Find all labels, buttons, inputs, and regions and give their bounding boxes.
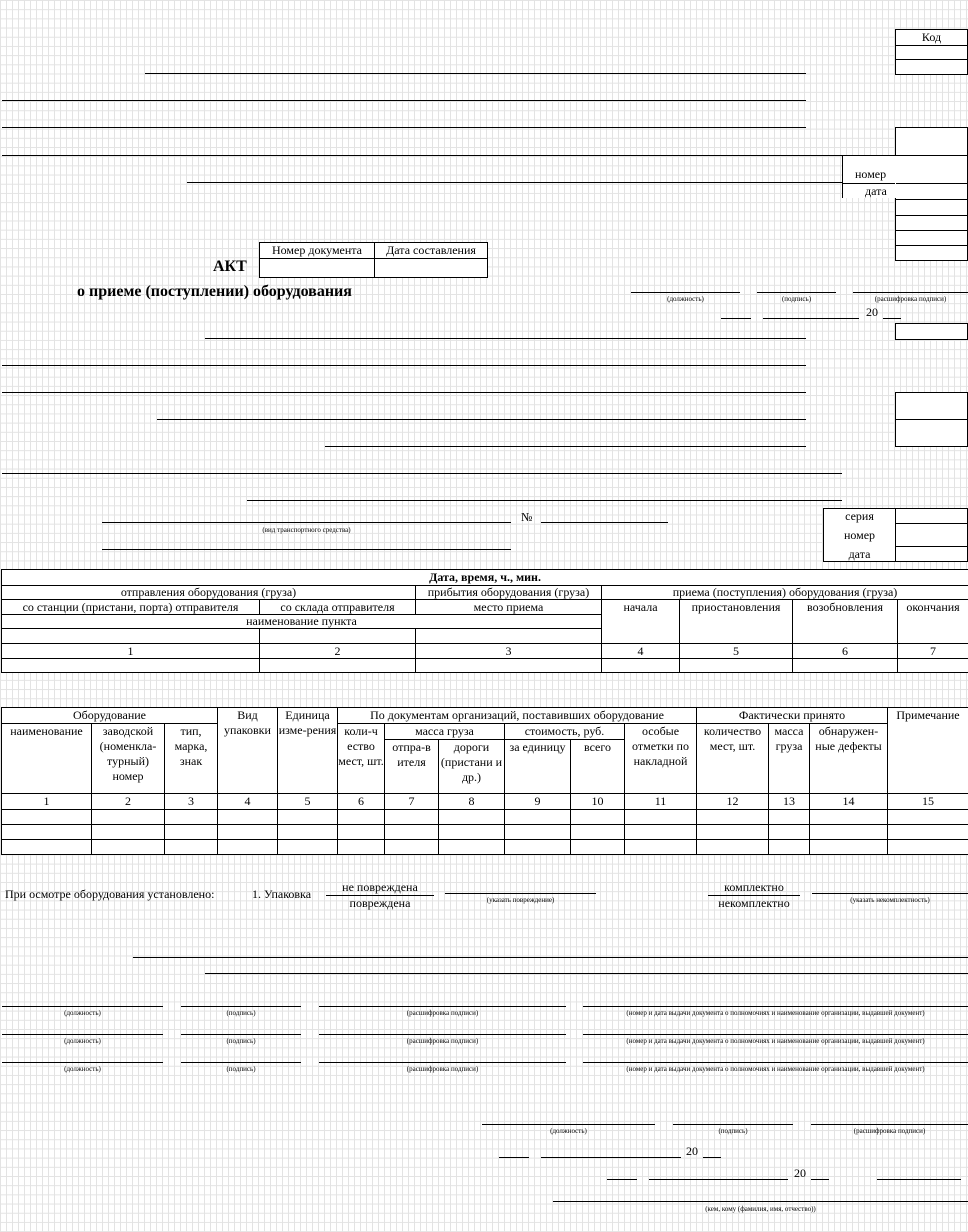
code-cell[interactable] [896, 200, 968, 216]
approve-signature-caption: (подпись) [781, 295, 812, 303]
col-num: 7 [898, 644, 968, 659]
transport-line[interactable] [102, 522, 511, 523]
table-cell[interactable] [218, 810, 278, 825]
per-unit-header: за единицу [505, 740, 571, 794]
equipment-header: Оборудование [2, 708, 218, 724]
approve-signature-line[interactable] [757, 292, 836, 293]
total-header: всего [571, 740, 625, 794]
table-cell[interactable] [338, 825, 385, 840]
table-cell[interactable] [218, 840, 278, 855]
col-num: 2 [92, 794, 165, 810]
package-header: Вид упаковки [218, 708, 278, 794]
doc-date-header: Дата составления [375, 243, 488, 259]
commission-signature-line[interactable] [181, 1062, 301, 1063]
bottom-day-line-2[interactable] [607, 1179, 637, 1180]
unit-header: Единица изме-рения [278, 708, 338, 794]
act-qty-header: количество мест, шт. [697, 724, 769, 794]
field-line[interactable] [205, 338, 806, 339]
table-cell[interactable] [810, 810, 888, 825]
commission-position-line[interactable] [2, 1062, 163, 1063]
commission-position-caption: (должность) [64, 1037, 101, 1045]
table-row [2, 840, 968, 855]
table-cell[interactable] [385, 825, 439, 840]
commission-authority-caption: (номер и дата выдачи документа о полномочиях и наименование организации, выдавшей документ) [626, 1009, 925, 1017]
inspection-item: 1. Упаковка [252, 887, 312, 901]
table-cell[interactable] [2, 840, 92, 855]
factory-no-header: заводской (номенкла-турный) номер [92, 724, 165, 794]
doc-number-table [259, 242, 488, 278]
receipt-header: приема (поступления) оборудования (груза) [602, 586, 968, 600]
col-num: 11 [625, 794, 697, 810]
commission-authority-caption: (номер и дата выдачи документа о полномочиях и наименование организации, выдавшей документ) [626, 1065, 925, 1073]
table-cell[interactable] [439, 840, 505, 855]
table-row [2, 825, 968, 840]
note-header: Примечание [888, 708, 968, 794]
dates-cell[interactable] [680, 659, 793, 673]
col-num: 6 [338, 794, 385, 810]
damage-line[interactable] [445, 893, 596, 894]
dates-cell[interactable] [898, 659, 968, 673]
table-cell[interactable] [92, 840, 165, 855]
table-cell[interactable] [505, 825, 571, 840]
org-line[interactable] [2, 127, 806, 128]
table-cell[interactable] [888, 840, 968, 855]
name-header: наименование [2, 724, 92, 794]
col-num: 10 [571, 794, 625, 810]
resume-header: возобновления [793, 600, 898, 644]
commission-decode-line[interactable] [319, 1062, 566, 1063]
act-subtitle: о приеме (поступлении) оборудования [77, 283, 352, 300]
col-num: 3 [416, 644, 602, 659]
commission-signature-line[interactable] [181, 1034, 301, 1035]
commission-decode-line[interactable] [319, 1034, 566, 1035]
number-field[interactable] [896, 524, 968, 547]
table-cell[interactable] [338, 810, 385, 825]
commission-authority-line[interactable] [583, 1006, 968, 1007]
bottom-position-caption: (должность) [550, 1127, 587, 1135]
org-date-label: дата [865, 184, 887, 198]
transport-doc-box [823, 508, 968, 562]
table-cell[interactable] [625, 840, 697, 855]
table-cell[interactable] [505, 810, 571, 825]
table-cell[interactable] [278, 810, 338, 825]
dates-table [1, 569, 968, 673]
code-column [895, 29, 968, 75]
table-cell[interactable] [505, 840, 571, 855]
table-cell[interactable] [2, 825, 92, 840]
col-num: 7 [385, 794, 439, 810]
table-cell[interactable] [165, 840, 218, 855]
col-num: 4 [218, 794, 278, 810]
end-header: окончания [898, 600, 968, 644]
point-name-header: наименование пункта [2, 615, 602, 629]
table-cell[interactable] [769, 840, 810, 855]
bottom-year-line[interactable] [703, 1157, 721, 1158]
bottom-day-line[interactable] [499, 1157, 529, 1158]
col-num: 1 [2, 794, 92, 810]
col-num: 3 [165, 794, 218, 810]
code-cell[interactable] [895, 392, 968, 420]
bottom-year-prefix: 20 [686, 1144, 698, 1158]
special-header: особые отметки по накладной [625, 724, 697, 794]
org-line[interactable] [145, 73, 806, 74]
table-cell[interactable] [810, 840, 888, 855]
bottom-position-line[interactable] [482, 1124, 655, 1125]
table-cell[interactable] [165, 825, 218, 840]
from-warehouse-header: со склада отправителя [260, 600, 416, 615]
equipment-table [1, 707, 968, 855]
dates-cell[interactable] [793, 659, 898, 673]
bottom-decode-line[interactable] [811, 1124, 968, 1125]
from-station-header: со станции (пристани, порта) отправителя [2, 600, 260, 615]
field-line[interactable] [2, 365, 806, 366]
doc-number-header: Номер документа [260, 243, 375, 259]
defects-header: обнаружен-ные дефекты [810, 724, 888, 794]
dispatch-header: отправления оборудования (груза) [2, 586, 416, 600]
commission-authority-line[interactable] [583, 1062, 968, 1063]
dates-cell[interactable] [416, 629, 602, 644]
approve-year-prefix: 20 [866, 305, 878, 319]
table-cell[interactable] [769, 825, 810, 840]
bottom-signature-caption: (подпись) [718, 1127, 748, 1135]
col-num: 13 [769, 794, 810, 810]
whom-line[interactable] [553, 1201, 968, 1202]
table-row [2, 810, 968, 825]
table-cell[interactable] [439, 825, 505, 840]
code-cell[interactable] [896, 246, 968, 261]
arrival-header: прибытия оборудования (груза) [416, 586, 602, 600]
cargo-mass-header: масса груза [385, 724, 505, 740]
table-cell[interactable] [625, 810, 697, 825]
inspection-line[interactable] [205, 973, 968, 974]
dates-cell[interactable] [416, 659, 602, 673]
bottom-decode-caption: (расшифровка подписи) [853, 1127, 926, 1135]
cost-header: стоимость, руб. [505, 724, 625, 740]
incomplete-option[interactable]: некомплектно [718, 896, 790, 910]
actual-header: Фактически принято [697, 708, 888, 724]
table-cell[interactable] [385, 810, 439, 825]
table-cell[interactable] [697, 825, 769, 840]
org-number-label: номер [855, 167, 887, 181]
table-cell[interactable] [218, 825, 278, 840]
start-header: начала [602, 600, 680, 644]
approve-decode-caption: (расшифровка подписи) [874, 295, 947, 303]
field-line[interactable] [325, 446, 806, 447]
approve-decode-line[interactable] [853, 292, 968, 293]
dates-cell[interactable] [602, 659, 680, 673]
commission-decode-caption: (расшифровка подписи) [406, 1009, 479, 1017]
approve-day-line[interactable] [721, 318, 751, 319]
org-line[interactable] [2, 100, 806, 101]
commission-decode-caption: (расшифровка подписи) [406, 1065, 479, 1073]
qty-places-header: коли-ч ество мест, шт. [338, 724, 385, 794]
code-cell[interactable] [895, 419, 968, 447]
table-cell[interactable] [92, 825, 165, 840]
code-cell[interactable] [896, 231, 968, 246]
col-num: 2 [260, 644, 416, 659]
org-line[interactable] [2, 155, 895, 156]
commission-signature-line[interactable] [181, 1006, 301, 1007]
code-cell[interactable] [895, 323, 968, 340]
table-cell[interactable] [888, 810, 968, 825]
table-cell[interactable] [92, 810, 165, 825]
whom-caption: (кем, кому (фамилия, имя, отчество)) [705, 1205, 816, 1213]
date-field[interactable] [896, 547, 968, 562]
inspection-line[interactable] [133, 957, 968, 958]
code-column-org [895, 127, 968, 261]
code-header: Код [896, 30, 968, 46]
commission-signature-caption: (подпись) [226, 1009, 256, 1017]
approve-year-line[interactable] [883, 318, 901, 319]
complete-option[interactable]: комплектно [724, 880, 784, 894]
table-cell[interactable] [2, 810, 92, 825]
commission-authority-line[interactable] [583, 1034, 968, 1035]
code-cell[interactable] [896, 184, 968, 200]
series-field[interactable] [896, 509, 968, 524]
org-line[interactable] [187, 182, 895, 183]
col-num: 9 [505, 794, 571, 810]
dates-cell[interactable] [2, 659, 260, 673]
transport-caption: (вид транспортного средства) [262, 526, 351, 534]
incomplete-caption: (указать некомплектность) [850, 896, 930, 904]
approve-position-line[interactable] [631, 292, 740, 293]
table-cell[interactable] [625, 825, 697, 840]
doc-number-field[interactable] [260, 259, 375, 278]
field-line[interactable] [2, 392, 806, 393]
code-cell[interactable] [896, 128, 968, 156]
incomplete-line[interactable] [812, 893, 968, 894]
doc-date-field[interactable] [375, 259, 488, 278]
date-label: дата [824, 547, 896, 562]
commission-decode-line[interactable] [319, 1006, 566, 1007]
table-cell[interactable] [888, 825, 968, 840]
commission-decode-caption: (расшифровка подписи) [406, 1037, 479, 1045]
commission-signature-caption: (подпись) [226, 1037, 256, 1045]
code-cell[interactable] [896, 156, 968, 184]
bottom-month-line[interactable] [541, 1157, 681, 1158]
commission-authority-caption: (номер и дата выдачи документа о полномочиях и наименование организации, выдавшей документ) [626, 1037, 925, 1045]
table-cell[interactable] [278, 825, 338, 840]
table-cell[interactable] [769, 810, 810, 825]
col-num: 12 [697, 794, 769, 810]
dates-cell[interactable] [260, 659, 416, 673]
receipt-place-header: место приема [416, 600, 602, 615]
col-num: 15 [888, 794, 968, 810]
dates-cell[interactable] [2, 629, 260, 644]
number-label: номер [824, 524, 896, 547]
dates-cell[interactable] [260, 629, 416, 644]
damage-caption: (указать повреждение) [486, 896, 555, 904]
table-cell[interactable] [697, 840, 769, 855]
field-line[interactable] [2, 473, 842, 474]
code-cell[interactable] [896, 46, 968, 60]
series-label: серия [824, 509, 896, 524]
commission-position-line[interactable] [2, 1034, 163, 1035]
table-cell[interactable] [571, 840, 625, 855]
col-num: 14 [810, 794, 888, 810]
suspend-header: приостановления [680, 600, 793, 644]
type-header: тип, марка, знак [165, 724, 218, 794]
table-cell[interactable] [338, 840, 385, 855]
commission-position-line[interactable] [2, 1006, 163, 1007]
transport-line-2[interactable] [102, 549, 511, 550]
transport-number-line[interactable] [541, 522, 668, 523]
road-header: дороги (пристани и др.) [439, 740, 505, 794]
col-num: 5 [278, 794, 338, 810]
code-cell[interactable] [896, 60, 968, 75]
approve-position-caption: (должность) [667, 295, 704, 303]
commission-signature-caption: (подпись) [226, 1065, 256, 1073]
col-num: 5 [680, 644, 793, 659]
sender-header: отпра-в ителя [385, 740, 439, 794]
field-line[interactable] [247, 500, 842, 501]
col-num: 6 [793, 644, 898, 659]
table-cell[interactable] [697, 810, 769, 825]
bottom-year-line-2[interactable] [811, 1179, 829, 1180]
damaged-option[interactable]: повреждена [349, 896, 411, 910]
bottom-year-prefix-2: 20 [794, 1166, 806, 1180]
table-cell[interactable] [571, 810, 625, 825]
table-cell[interactable] [439, 810, 505, 825]
by-docs-header: По документам организаций, поставивших оборудование [338, 708, 697, 724]
table-cell[interactable] [165, 810, 218, 825]
inspection-prefix: При осмотре оборудования установлено: [5, 887, 215, 901]
act-title: АКТ [213, 258, 247, 275]
dates-title: Дата, время, ч., мин. [2, 570, 968, 586]
col-num: 8 [439, 794, 505, 810]
act-mass-header: масса груза [769, 724, 810, 794]
approve-month-line[interactable] [763, 318, 859, 319]
bottom-extra-line[interactable] [877, 1179, 961, 1180]
code-cell[interactable] [896, 216, 968, 231]
table-cell[interactable] [385, 840, 439, 855]
commission-position-caption: (должность) [64, 1009, 101, 1017]
bottom-month-line-2[interactable] [649, 1179, 788, 1180]
col-num: 1 [2, 644, 260, 659]
bottom-signature-line[interactable] [673, 1124, 793, 1125]
col-num: 4 [602, 644, 680, 659]
commission-position-caption: (должность) [64, 1065, 101, 1073]
table-cell[interactable] [278, 840, 338, 855]
not-damaged-option[interactable]: не повреждена [342, 880, 418, 894]
table-cell[interactable] [810, 825, 888, 840]
field-line[interactable] [157, 419, 806, 420]
table-cell[interactable] [571, 825, 625, 840]
transport-number-sign: № [521, 510, 533, 524]
